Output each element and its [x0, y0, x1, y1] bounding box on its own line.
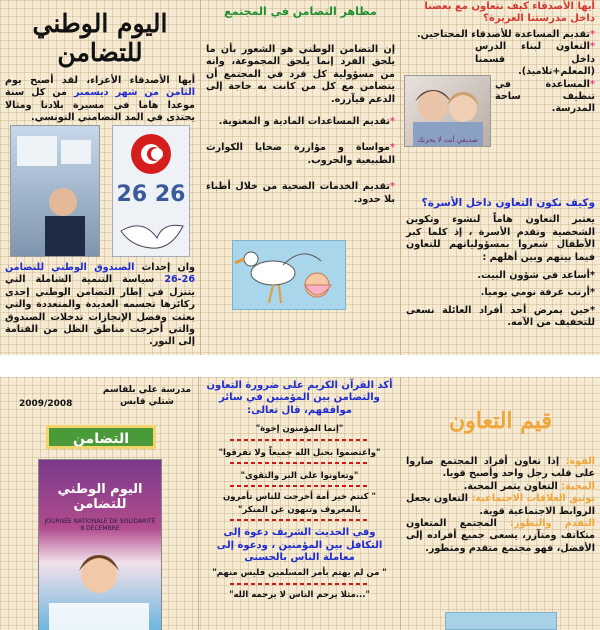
children-photo [404, 75, 491, 147]
fund-name: الصندوق الوطني للتضامن 26-26 [5, 262, 196, 286]
dove-hand-icon [121, 225, 183, 248]
solidarity-banner [46, 425, 156, 449]
solidarity-item: مواساة و مؤازرة ضحايا الكوارث الطبيعية والحروب. [206, 142, 395, 166]
solidarity-item: تقديم الخدمات الصحية من خلال أطباء بلا حدود. [206, 181, 395, 205]
ornament-divider [230, 485, 370, 487]
column-cooperation-at-school: أيها الأصدقاء كيف نتعاون مع بعضنا داخل مدرستنا العزيزة؟ *تقديم المساعدة للأصدقاء المحتاجين. *التعاون لبناء الدرس داخل قسمنا (المعلم+تلاميذ). *المساعدة في تنظيف ساحة المدرسة. صديقي أنت لا يحزنك وكيف نكون التعاون داخل الأسرة؟ يعتبر التعاون هاماً لنشوء وتكوين الشخصية وتقدم الأسرة ، إذ كلما كبر الأطفال شعروا بمسؤولياتهم للتعاون فيما بينهم وبين أهلهم : *أساعد في شؤون البيت. *أرتب غرفة نومي يوميا. *حين يمرض أحد أفراد العائلة نسعى للتخفيف من الآمه. [400, 0, 600, 355]
family-item: أساعد في شؤون البيت. [477, 270, 590, 282]
quran-quote: "وتعاونوا على البر والتقوى" [240, 471, 359, 482]
fund-logo-text: 26 26 [116, 182, 186, 207]
poster-title: اليوم الوطني للتضامن [57, 482, 143, 512]
value-label: القوة: [565, 456, 595, 467]
quran-intro: أكد القرآن الكريم على ضرورة التعاون والتضامن بين المؤمنين في سائر مواقفهم، قال تعالى: [206, 380, 393, 416]
value-text: إذا تعاون أفراد المجتمع صاروا على قلب رجل واحد وأصبح قويا. [406, 456, 595, 480]
national-day-intro-a: أيها الأصدقاء الأعزاء، لقد أصبح يوم [5, 75, 195, 86]
brochure-page-2 [0, 377, 600, 630]
school-item: التعاون لبناء الدرس داخل قسمنا (المعلم+تلاميذ). [475, 41, 595, 78]
value-label: المحبة: [561, 480, 595, 492]
bullet-icon: * [389, 116, 395, 128]
quran-quote: "إنما المؤمنون إخوة" [255, 424, 344, 435]
ornament-divider [230, 439, 370, 441]
value-text: التعاون يثمر المحبة. [463, 480, 558, 492]
stork-icon [233, 241, 345, 309]
bullet-icon: * [389, 181, 395, 193]
values-title: قيم التعاون [448, 408, 552, 434]
fund-intro-a: وان إحداث [141, 262, 195, 273]
solidarity-forms-title: مظاهر التضامن في المجتمع [224, 5, 377, 18]
fund-body: سياسة التنمية الشاملة التي يتنزل في إطار التضامن الوطني إحدى ركائزها تجسمه العديدة والمتعددة والتي بعثت وفضل الإنجازات تدخلات الصندوق والتي أخرجت مناطق الظل من القتامة إلى النور. [5, 274, 195, 348]
column-cover [0, 377, 198, 630]
bottom-image-strip [445, 612, 557, 630]
school-cooperation-list [406, 29, 595, 189]
column-religious-texts [198, 377, 400, 630]
ornament-divider [230, 583, 370, 585]
value-text: المجتمع المتعاون متكاتف ومتآزر، يسعى جميع أفراده إلى الأفضل، فهو مجتمع متقدم ومتطور. [406, 518, 595, 554]
banner-text: التضامن [72, 431, 130, 447]
value-label: التقدم والتطور: [510, 518, 596, 530]
children-poster-illustration [39, 541, 161, 630]
ornament-divider [230, 519, 370, 521]
hadith-quote: " من لم يهتم بأمر المسلمين فليس منهم" [212, 568, 387, 579]
hadith-quote: "...مثلا يرحم الناس لا يرحمه الله" [229, 589, 370, 600]
bullet-icon: * [589, 78, 595, 90]
family-cooperation-body: يعتبر التعاون هاماً لنشوء وتكوين الشخصية وتقدم الأسرة ، إذ كلما كبر الأطفال شعروا بمسؤولياتهم للتعاون فيما بينهم وبين أهلهم : [406, 214, 595, 263]
president-photo [10, 125, 100, 257]
family-item: أرتب غرفة نومي يوميا. [480, 287, 590, 299]
column-national-day [0, 0, 200, 355]
column-solidarity-forms [200, 0, 400, 355]
school-item: تقديم المساعدة للأصدقاء المحتاجين. [416, 29, 590, 40]
stork-baby-illustration [232, 240, 346, 310]
poster-subtitle: JOURNÉE NATIONALE DE SOLIDARITÉ [44, 518, 156, 525]
family-item: حين يمرض أحد أفراد العائلة نسعى للتخفيف من الآمه. [406, 304, 595, 329]
national-day-intro-b: من كل سنة موعدا هاما في مسيرة بلادنا ومثالا يحتذى في المد التضامني التونسي. [5, 87, 195, 124]
national-day-title: اليوم الوطني للتضامن [32, 9, 168, 67]
hadith-intro: وفي الحديث الشريف دعوة إلى التكافل بين المؤمنين ، ودعوة إلى معاملة الناس بالحسنى [216, 527, 383, 564]
family-cooperation-heading: وكيف نكون التعاون داخل الأسرة؟ [421, 197, 595, 209]
solidarity-intro: إن التضامن الوطني هو الشعور بأن ما يلحق الفرد إنما يلحق المجموعة، وانه من مسؤولية كل فرد في المجتمع أن يتضامن مع كل من كانت به حاجة إلى الدعم فيآزره. [206, 44, 395, 105]
value-text: التعاون يجعل الروابط الاجتماعية قوية. [406, 493, 595, 517]
national-day-date: الثامن من شهر ديسمبر [74, 87, 195, 99]
school-item: المساعدة في تنظيف ساحة المدرسة. [495, 78, 595, 115]
quran-quote: " كنتم خير أمة أخرجت للناس تأمرون بالمعروف وتنهون عن المنكر" [223, 492, 376, 515]
cover-header [5, 380, 193, 410]
photo-caption: صديقي أنت لا يحزنك [417, 136, 478, 144]
column-cooperation-values [400, 377, 600, 630]
solidarity-item: تقديم المساعدات المادية و المعنوية. [218, 116, 390, 128]
fund-logo [112, 125, 190, 257]
school-name: مدرسة علي بلقاسم شتلي قابس [102, 385, 192, 408]
school-cooperation-heading: أيها الأصدقاء كيف نتعاون مع بعضنا داخل مدرستنا العزيزة؟ [424, 1, 595, 24]
bullet-icon: * [389, 142, 395, 154]
ornament-divider [230, 462, 370, 464]
quran-quote: "واعتصموا بحبل الله جميعاً ولا تفرقوا" [218, 447, 381, 458]
poster-image [38, 459, 162, 630]
value-label: توثيق العلاقات الاجتماعية: [471, 493, 596, 505]
poster-date: 8 DÉCEMBRE [80, 525, 120, 532]
school-year: 2009/2008 [19, 399, 73, 409]
bullet-icon: * [589, 29, 595, 40]
bullet-icon: * [589, 41, 595, 53]
president-photo-illustration [11, 126, 99, 256]
